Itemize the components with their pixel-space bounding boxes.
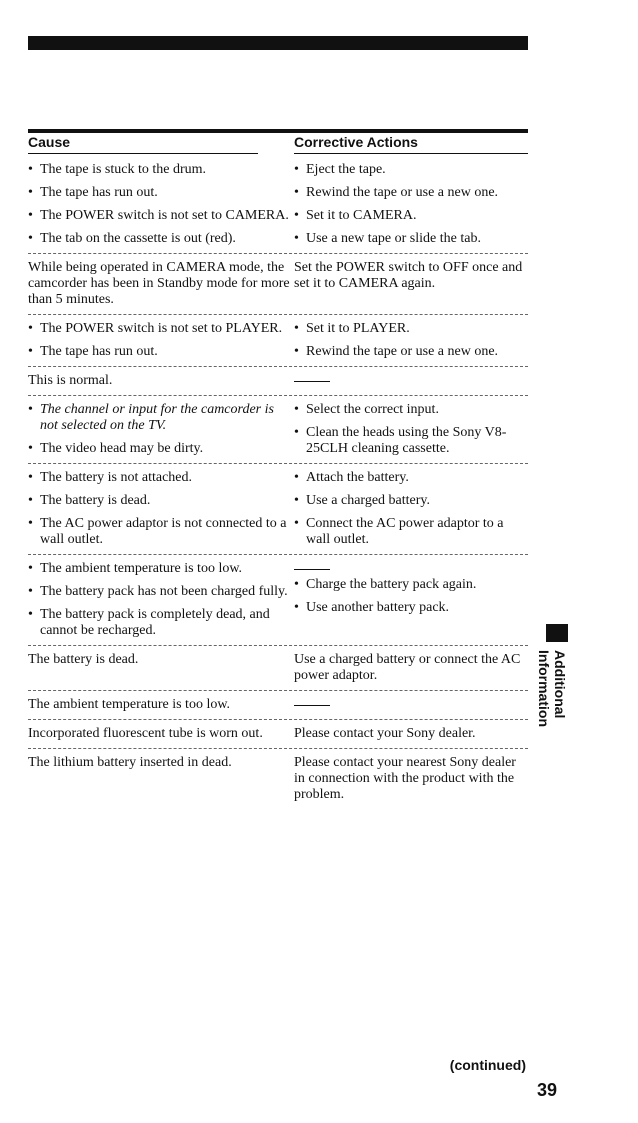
table-row <box>28 402 528 464</box>
bullet-icon: • <box>294 470 299 485</box>
bullet-item <box>28 402 294 434</box>
bullet-item <box>294 208 528 224</box>
text-item: Please contact your nearest Sony dealer in connection with the product with the problem. <box>294 755 516 802</box>
bullet-icon: • <box>294 577 299 592</box>
text-item: While being operated in CAMERA mode, the camcorder has been in Standby mode for more than 5 minutes. <box>28 260 290 307</box>
bullet-icon: • <box>28 493 33 508</box>
bullet-item <box>294 162 528 178</box>
text-item <box>294 381 528 382</box>
action-cell <box>294 321 528 360</box>
item-text: The POWER switch is not set to CAMERA. <box>40 208 289 223</box>
cause-cell <box>28 755 294 803</box>
item-text: The battery pack has not been charged fully. <box>40 584 288 599</box>
action-cell <box>294 697 528 713</box>
bullet-item <box>28 162 294 178</box>
item-text: The battery is dead. <box>40 493 151 508</box>
bullet-icon: • <box>28 607 33 622</box>
bullet-icon: • <box>28 344 33 359</box>
item-text: Use a charged battery. <box>306 493 430 508</box>
troubleshooting-table <box>28 162 528 815</box>
text-item: Use a charged battery or connect the AC power adaptor. <box>294 652 521 683</box>
table-row <box>28 470 528 555</box>
item-text: The battery pack is completely dead, and cannot be recharged. <box>40 607 270 638</box>
table-row <box>28 373 528 396</box>
item-text: Rewind the tape or use a new one. <box>306 344 499 359</box>
bullet-item <box>28 607 294 639</box>
cause-cell <box>28 373 294 389</box>
cause-cell <box>28 162 294 247</box>
em-dash-mark <box>294 569 330 570</box>
item-text: Attach the battery. <box>306 470 409 485</box>
bullet-item <box>294 425 528 457</box>
side-tab-label: Additional Information <box>536 650 568 727</box>
em-dash-mark <box>294 381 330 382</box>
action-cell <box>294 470 528 548</box>
table-row <box>28 755 528 809</box>
bullet-item <box>294 600 528 616</box>
bullet-icon: • <box>294 185 299 200</box>
item-text: The AC power adaptor is not connected to a wall outlet. <box>40 516 287 547</box>
bullet-item <box>294 231 528 247</box>
item-text: Eject the tape. <box>306 162 386 177</box>
text-item <box>294 705 528 706</box>
item-text: The tab on the cassette is out (red). <box>40 231 236 246</box>
table-row <box>28 260 528 315</box>
header-underline-action <box>294 153 528 154</box>
em-dash-mark <box>294 705 330 706</box>
bullet-item <box>294 493 528 509</box>
action-cell <box>294 561 528 639</box>
cause-cell <box>28 470 294 548</box>
bullet-icon: • <box>28 162 33 177</box>
bullet-icon: • <box>28 584 33 599</box>
page-number: 39 <box>537 1080 558 1100</box>
item-text: Use another battery pack. <box>306 600 450 615</box>
cause-cell <box>28 652 294 684</box>
item-text: Select the correct input. <box>306 402 439 417</box>
bullet-icon: • <box>28 231 33 246</box>
bullet-icon: • <box>28 321 33 336</box>
item-text: Set it to PLAYER. <box>306 321 410 336</box>
header-underline-cause <box>28 153 258 154</box>
table-row <box>28 321 528 367</box>
bullet-item <box>28 231 294 247</box>
bullet-item <box>28 185 294 201</box>
bullet-icon: • <box>28 185 33 200</box>
bullet-icon: • <box>294 600 299 615</box>
bullet-icon: • <box>294 402 299 417</box>
text-item: Incorporated fluorescent tube is worn out. <box>28 726 263 741</box>
section-tab-marker <box>546 624 568 642</box>
bullet-icon: • <box>294 208 299 223</box>
item-text: Use a new tape or slide the tab. <box>306 231 481 246</box>
table-row <box>28 697 528 720</box>
text-item: The battery is dead. <box>28 652 139 667</box>
cause-cell <box>28 321 294 360</box>
action-cell <box>294 402 528 457</box>
table-row <box>28 726 528 749</box>
bullet-item <box>28 344 294 360</box>
bullet-item <box>294 402 528 418</box>
item-text: The video head may be dirty. <box>40 441 204 456</box>
bullet-icon: • <box>294 321 299 336</box>
bullet-item <box>28 493 294 509</box>
bullet-item <box>294 185 528 201</box>
bullet-icon: • <box>28 516 33 531</box>
item-text: The tape has run out. <box>40 185 158 200</box>
header-rule <box>28 129 528 133</box>
bullet-item <box>294 516 528 548</box>
cause-cell <box>28 260 294 308</box>
text-item: This is normal. <box>28 373 113 388</box>
bullet-icon: • <box>294 344 299 359</box>
bullet-icon: • <box>294 516 299 531</box>
bullet-icon: • <box>28 208 33 223</box>
bullet-item <box>28 516 294 548</box>
continued-label: (continued) <box>449 1057 526 1073</box>
bullet-icon: • <box>28 441 33 456</box>
text-item: Please contact your Sony dealer. <box>294 726 476 741</box>
top-bar <box>28 36 528 50</box>
bullet-icon: • <box>294 162 299 177</box>
bullet-item <box>294 344 528 360</box>
bullet-icon: • <box>28 402 33 417</box>
text-item <box>294 569 528 570</box>
bullet-item <box>28 208 294 224</box>
cause-cell <box>28 561 294 639</box>
table-row <box>28 652 528 691</box>
bullet-item <box>28 441 294 457</box>
text-item: Set the POWER switch to OFF once and set it to CAMERA again. <box>294 260 523 291</box>
item-text: The tape has run out. <box>40 344 158 359</box>
item-text: The channel or input for the camcorder is not selected on the TV. <box>40 402 274 433</box>
text-item: The ambient temperature is too low. <box>28 697 231 712</box>
cause-cell <box>28 726 294 742</box>
item-text: Charge the battery pack again. <box>306 577 477 592</box>
item-text: Clean the heads using the Sony V8-25CLH cleaning cassette. <box>306 425 507 456</box>
bullet-item <box>28 321 294 337</box>
bullet-item <box>28 584 294 600</box>
item-text: The ambient temperature is too low. <box>40 561 243 576</box>
header-corrective-actions: Corrective Actions <box>294 134 418 150</box>
bullet-icon: • <box>28 470 33 485</box>
bullet-item <box>294 321 528 337</box>
item-text: Rewind the tape or use a new one. <box>306 185 499 200</box>
bullet-icon: • <box>294 231 299 246</box>
item-text: Connect the AC power adaptor to a wall outlet. <box>306 516 504 547</box>
action-cell <box>294 755 528 803</box>
bullet-icon: • <box>294 493 299 508</box>
item-text: The POWER switch is not set to PLAYER. <box>40 321 283 336</box>
item-text: Set it to CAMERA. <box>306 208 417 223</box>
bullet-item <box>28 470 294 486</box>
header-cause: Cause <box>28 134 71 150</box>
action-cell <box>294 373 528 389</box>
bullet-item <box>294 577 528 593</box>
bullet-icon: • <box>28 561 33 576</box>
bullet-item <box>294 470 528 486</box>
action-cell <box>294 726 528 742</box>
item-text: The battery is not attached. <box>40 470 192 485</box>
action-cell <box>294 162 528 247</box>
table-row <box>28 561 528 646</box>
bullet-item <box>28 561 294 577</box>
cause-cell <box>28 697 294 713</box>
table-row <box>28 162 528 254</box>
cause-cell <box>28 402 294 457</box>
action-cell <box>294 260 528 308</box>
action-cell <box>294 652 528 684</box>
text-item: The lithium battery inserted in dead. <box>28 755 232 770</box>
bullet-icon: • <box>294 425 299 440</box>
item-text: The tape is stuck to the drum. <box>40 162 207 177</box>
